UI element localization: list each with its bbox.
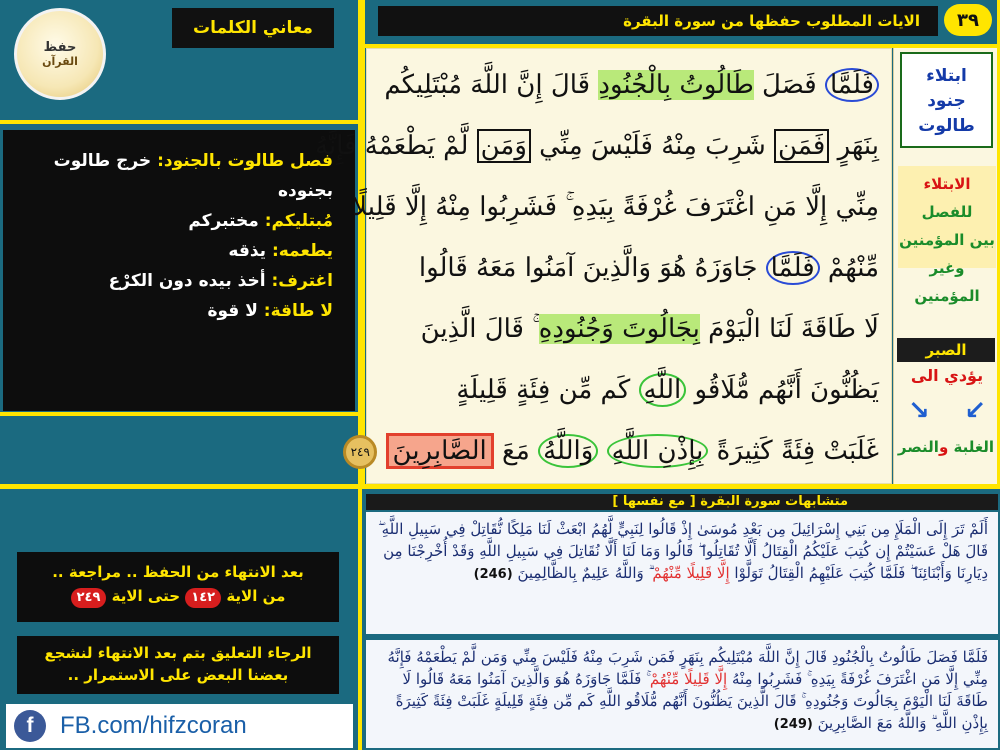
meaning-item — [23, 236, 333, 266]
arrow-down-left-icon: ↙ — [964, 396, 986, 426]
highlighted-word-red: الصَّابِرِينَ — [386, 433, 494, 469]
quran-line — [379, 238, 879, 299]
verse-text: مِّنْهُمْ — [819, 253, 879, 283]
verse-text: لَّمْ يَطْعَمْهُ فَإِنَّهُ — [315, 131, 477, 161]
quran-frame-left — [362, 0, 365, 484]
note-purpose-of-test — [898, 166, 996, 305]
meaning-text: لا قوة — [207, 301, 264, 321]
patience-label: الصبر — [897, 338, 995, 362]
facebook-url[interactable]: FB.com/hifzcoran — [60, 712, 247, 739]
verse-text: فَصَلَ — [753, 70, 825, 100]
facebook-icon: f — [14, 710, 46, 742]
quran-line — [352, 177, 879, 238]
leads-to-label: يؤدي الى — [910, 366, 984, 385]
meaning-item — [23, 266, 333, 296]
highlighted-phrase: طَالُوتُ بِالْجُنُودِ — [598, 70, 754, 100]
circled-word: بِإِذْنِ اللَّهِ — [607, 434, 709, 468]
note-test-of-talut — [900, 52, 993, 148]
review-line1: بعد الانتهاء من الحفظ .. مراجعة .. — [52, 563, 304, 581]
note-line: بين المؤمنين — [899, 231, 995, 249]
comment-line1: الرجاء التعليق بتم بعد الانتهاء لنشجع — [44, 644, 312, 662]
arrows — [898, 396, 996, 432]
quran-line — [350, 421, 879, 482]
comment-request — [17, 636, 339, 694]
meaning-text: أخذ بيده دون الكرْع — [108, 271, 272, 291]
victory-word: الغلبة — [953, 438, 995, 456]
review-from-badge: ١٤٢ — [185, 588, 221, 608]
meaning-term: اغترف: — [271, 271, 333, 291]
meanings-box — [3, 130, 355, 411]
similar-verse-246 — [366, 512, 998, 634]
verse-text: بِنَهَرٍ — [829, 131, 879, 161]
logo-line2: القرآن — [42, 55, 78, 68]
verse-text: ۗ وَاللَّهُ عَلِيمٌ بِالظَّالِمِينَ — [517, 564, 653, 582]
note-line: طالوت — [918, 116, 975, 136]
verse-text: أَلَمْ تَرَ إِلَى الْمَلَإِ مِن بَنِي إِسْرَائِيلَ مِن بَعْدِ مُوسَىٰ إِذْ قَالُوا لِنَبِيٍّ لَّهُمُ ابْعَثْ لَنَا مَلِكًا نُّقَاتِلْ فِي سَبِيلِ اللَّهِ ۖ قَالَ هَلْ عَسَيْتُمْ إِن كُتِبَ عَلَيْكُمُ الْقِتَالُ أَلَّا تُقَاتِلُوا ۖ قَالُوا وَمَا لَنَا أَلَّا نُقَاتِلَ فِي سَبِيلِ اللَّهِ وَقَدْ أُخْرِجْنَا مِن دِيَارِنَا وَأَبْنَائِنَا ۖ فَلَمَّا كُتِبَ عَلَيْهِمُ الْقِتَالُ تَوَلَّوْا — [377, 520, 988, 582]
meaning-item — [23, 146, 333, 206]
circled-word: فَلَمَّا — [825, 68, 879, 102]
meanings-title: معاني الكلمات — [172, 8, 334, 48]
ayah-number: (246) — [473, 567, 513, 582]
review-from-label: من الاية — [226, 587, 286, 605]
review-line2 — [17, 584, 339, 608]
verse-text — [598, 436, 606, 466]
logo-line1: حفظ — [43, 40, 77, 55]
meaning-text: مختبركم — [188, 211, 265, 231]
meaning-term: مُبتليكم: — [264, 211, 333, 231]
quran-line — [379, 55, 879, 116]
circled-word: فَلَمَّا — [766, 251, 820, 285]
verse-text: يَظُنُّونَ أَنَّهُم مُّلَاقُو — [686, 375, 879, 405]
verses-title: الايات المطلوب حفظها من سورة البقرة — [378, 6, 938, 36]
quran-line — [379, 299, 879, 360]
meanings-frame-top — [0, 120, 358, 124]
verse-text: شَرِبَ مِنْهُ فَلَيْسَ مِنِّي — [530, 131, 775, 161]
verse-text: جَاوَزَهُ هُوَ وَالَّذِينَ آمَنُوا مَعَهُ قَالُوا — [418, 253, 766, 283]
meanings-frame-bottom — [0, 412, 358, 416]
facebook-link[interactable] — [6, 704, 353, 748]
similar-verse-249 — [366, 640, 998, 748]
note-line: وغير المؤمنين — [914, 259, 980, 305]
highlighted-phrase: إِلَّا قَلِيلًا مِّنْهُمْ — [652, 564, 730, 582]
verse-text: لَا طَاقَةَ لَنَا الْيَوْمَ — [699, 314, 879, 344]
quran-line — [315, 116, 879, 177]
meaning-item — [23, 296, 333, 326]
meaning-text: يذقه — [228, 241, 272, 261]
highlighted-phrase: إِلَّا قَلِيلًا مِّنْهُمْ — [649, 670, 728, 688]
victory-label — [896, 438, 996, 466]
verse-text: كَم مِّن فِئَةٍ قَلِيلَةٍ — [456, 375, 639, 405]
quran-page — [315, 48, 892, 484]
verse-text: ۚ فَلَمَّا جَاوَزَهُ هُوَ وَالَّذِينَ آمَنُوا مَعَهُ قَالُوا لَا طَاقَةَ لَنَا الْيَوْمَ بِجَالُوتَ وَجُنُودِهِ ۚ قَالَ الَّذِينَ يَظُنُّونَ أَنَّهُم مُّلَاقُو اللَّهِ كَم مِّن فِئَةٍ قَلِيلَةٍ غَلَبَتْ فِئَةً كَثِيرَةً بِإِذْنِ اللَّهِ ۗ وَاللَّهُ مَعَ الصَّابِرِينَ — [395, 670, 988, 732]
verse-text: مِنِّي إِلَّا مَنِ اغْتَرَفَ غُرْفَةً بِيَدِهِ ۚ فَشَرِبُوا مِنْهُ إِلَّا قَلِيلًا — [352, 192, 879, 222]
note-line — [898, 170, 996, 226]
comment-line2: بعضنا البعض على الاستمرار .. — [67, 666, 289, 684]
boxed-word: فَمَن — [774, 129, 829, 163]
meaning-term: لا طاقة: — [263, 301, 333, 321]
hifz-quran-logo — [14, 8, 106, 100]
meaning-term: فصل طالوت بالجنود: — [157, 151, 333, 171]
note-green-word: للفصل — [921, 203, 973, 221]
victory-word: النصر — [897, 438, 939, 456]
ayah-number: (249) — [773, 717, 813, 732]
note-line: جنود — [927, 91, 966, 111]
victory-and: و — [938, 438, 954, 456]
similar-verses-title: متشابهات سورة البقرة [ مع نفسها ] — [366, 494, 998, 510]
note-red-word: الابتلاء — [923, 175, 971, 193]
verse-text: ۚ قَالَ الَّذِينَ — [420, 314, 539, 344]
review-note — [17, 552, 339, 622]
quran-line — [379, 360, 879, 421]
circled-word: وَاللَّهُ — [538, 434, 598, 468]
boxed-word: وَمَن — [477, 129, 531, 163]
ayah-number-mark: ٢٤٩ — [343, 435, 377, 469]
circled-word: اللَّهِ — [639, 373, 687, 407]
verse-text: غَلَبَتْ فِئَةً كَثِيرَةً — [708, 436, 879, 466]
verse-text: مَعَ — [493, 436, 539, 466]
arrow-down-right-icon: ↘ — [908, 396, 930, 426]
meaning-text: خرج طالوت بجنوده — [53, 151, 333, 201]
meaning-item — [23, 206, 333, 236]
meaning-term: يطعمه: — [271, 241, 333, 261]
verse-text: فَلَمَّا فَصَلَ طَالُوتُ بِالْجُنُودِ قَالَ إِنَّ اللَّهَ مُبْتَلِيكُم بِنَهَرٍ فَمَن شَرِبَ مِنْهُ فَلَيْسَ مِنِّي وَمَن لَّمْ يَطْعَمْهُ فَإِنَّهُ مِنِّي إِلَّا مَنِ اغْتَرَفَ غُرْفَةً بِيَدِهِ ۚ فَشَرِبُوا مِنْهُ — [387, 648, 988, 688]
review-to-label: حتى الاية — [111, 587, 181, 605]
review-to-badge: ٢٤٩ — [71, 588, 107, 608]
page-number-badge: ٣٩ — [944, 4, 992, 36]
highlighted-phrase: بِجَالُوتَ وَجُنُودِهِ — [538, 314, 700, 344]
horizontal-divider — [0, 484, 1000, 489]
verse-text: قَالَ إِنَّ اللَّهَ مُبْتَلِيكُم — [384, 70, 599, 100]
note-line: ابتلاء — [926, 66, 967, 86]
